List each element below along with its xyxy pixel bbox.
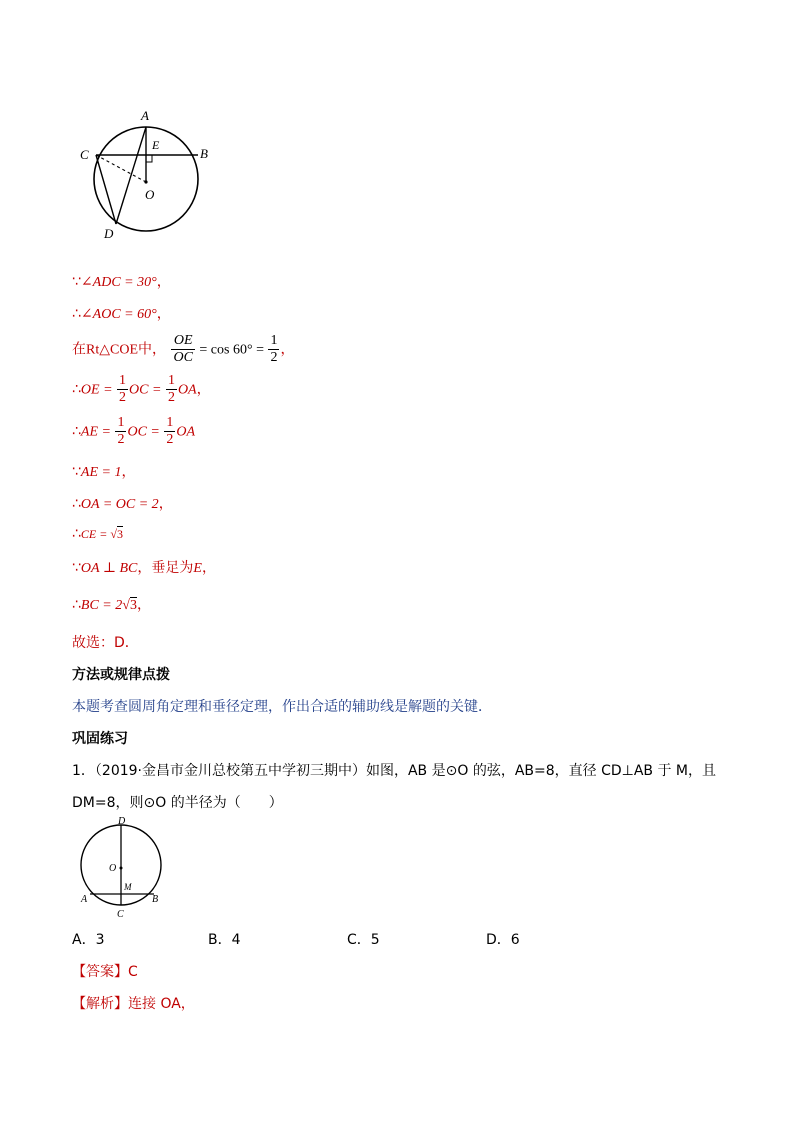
step-1-tail: ， <box>156 274 171 290</box>
step-1-expr: ∠ADC = 30° <box>80 275 157 290</box>
therefore-symbol: ∴ <box>72 597 81 613</box>
fraction-half: $\frac{1}{2}$ <box>270 333 278 365</box>
label-o-2: O <box>109 863 117 874</box>
step-9-end: ， <box>201 560 216 576</box>
step-10-expr: BC = 2 <box>80 598 123 613</box>
option-a: A．3 <box>72 932 105 948</box>
label-b: B <box>200 146 208 161</box>
step-8-expr: CE = <box>80 527 111 541</box>
analysis-line <box>72 993 195 1013</box>
step-5-b: OC = <box>127 424 164 440</box>
label-b-2: B <box>152 894 159 905</box>
step-9 <box>72 557 216 577</box>
option-c: C．5 <box>347 932 380 948</box>
option-b: B．4 <box>208 932 241 948</box>
center-dot <box>144 180 147 183</box>
step-2-tail: ， <box>156 306 171 322</box>
therefore-symbol: ∴ <box>72 306 81 322</box>
step-5 <box>72 415 195 448</box>
right-angle-mark <box>146 155 152 162</box>
therefore-symbol: ∴ <box>72 381 81 398</box>
step-3-eq: = cos 60° = <box>195 342 268 358</box>
step-4-tail: ， <box>196 381 211 398</box>
fraction-oe-oc: $\frac{OE}{OC}$ <box>173 333 193 365</box>
method-text: 本题考查圆周角定理和垂径定理，作出合适的辅助线是解题的关键． <box>72 699 492 715</box>
step-3-triangle: Rt△COE <box>86 342 138 358</box>
because-symbol: ∵ <box>72 464 81 480</box>
analysis-text: 连接 OA， <box>128 996 195 1012</box>
chord-cd <box>96 155 116 224</box>
label-d: D <box>104 226 114 241</box>
step-7-tail: ， <box>158 496 173 512</box>
figure-1-circle-diagram <box>70 100 220 250</box>
question-1-line-1: 1．（2019·金昌市金川总校第五中学初三期中）如图，AB 是⊙O 的弦，AB=8，直径 CD⊥AB 于 M，且 <box>72 763 716 779</box>
fraction-half: $\frac{1}{2}$ <box>117 415 125 447</box>
label-o: O <box>145 187 155 202</box>
step-9-e: E <box>193 561 202 576</box>
label-c-2: C <box>117 909 124 920</box>
step-4-a: OE = <box>80 382 117 398</box>
step-9-tail: ，垂足为 <box>137 560 194 576</box>
label-a-2: A <box>81 894 88 905</box>
therefore-symbol: ∴ <box>72 496 81 512</box>
fraction-half: $\frac{1}{2}$ <box>167 373 175 405</box>
because-symbol: ∵ <box>72 274 81 290</box>
dashed-co <box>96 155 146 182</box>
step-9-expr: OA ⊥ BC <box>80 561 138 576</box>
because-symbol: ∵ <box>72 560 81 576</box>
step-6-expr: AE = 1 <box>80 465 122 480</box>
answer-line <box>72 961 138 981</box>
step-8 <box>72 526 123 542</box>
step-4-c: OA <box>177 382 197 398</box>
step-10-tail: ， <box>136 597 151 613</box>
label-m-2: M <box>124 882 132 892</box>
answer-value: C <box>128 964 138 980</box>
figure-2-circle-diagram <box>72 816 172 920</box>
answer-tag: 【答案】 <box>72 964 128 980</box>
label-a: A <box>141 108 149 123</box>
analysis-tag: 【解析】 <box>72 996 128 1012</box>
step-5-a: AE = <box>80 424 115 440</box>
step-3 <box>72 333 294 366</box>
step-3-tail: ， <box>280 341 295 358</box>
method-heading: 方法或规律点拨 <box>72 667 170 683</box>
step-4 <box>72 373 211 406</box>
step-5-c: OA <box>176 424 196 440</box>
practice-heading: 巩固练习 <box>72 731 128 747</box>
center-dot-2 <box>120 867 123 870</box>
step-2 <box>72 303 171 323</box>
sqrt-3: √3 <box>110 527 123 541</box>
step-6 <box>72 461 135 481</box>
step-3-mid: 中， <box>138 341 166 358</box>
step-6-tail: ， <box>121 464 136 480</box>
step-2-expr: ∠AOC = 60° <box>80 307 157 322</box>
sqrt-3: √3 <box>122 598 137 613</box>
final-choice: 故选：D． <box>72 635 139 651</box>
chord-ad <box>116 127 146 224</box>
step-10 <box>72 594 151 614</box>
label-c: C <box>80 147 89 162</box>
step-4-b: OC = <box>129 382 165 398</box>
fraction-half: $\frac{1}{2}$ <box>166 415 174 447</box>
step-7-expr: OA = OC = 2 <box>80 497 159 512</box>
fraction-half: $\frac{1}{2}$ <box>119 373 127 405</box>
option-d: D．6 <box>486 932 520 948</box>
step-3-prefix: 在 <box>72 341 86 358</box>
therefore-symbol: ∴ <box>72 423 81 440</box>
step-7 <box>72 493 173 513</box>
label-d-2: D <box>118 816 126 827</box>
question-1-line-2: DM=8，则⊙O 的半径为（ ） <box>72 795 283 811</box>
step-1 <box>72 271 171 291</box>
label-e: E <box>152 138 160 152</box>
therefore-symbol: ∴ <box>72 526 81 542</box>
